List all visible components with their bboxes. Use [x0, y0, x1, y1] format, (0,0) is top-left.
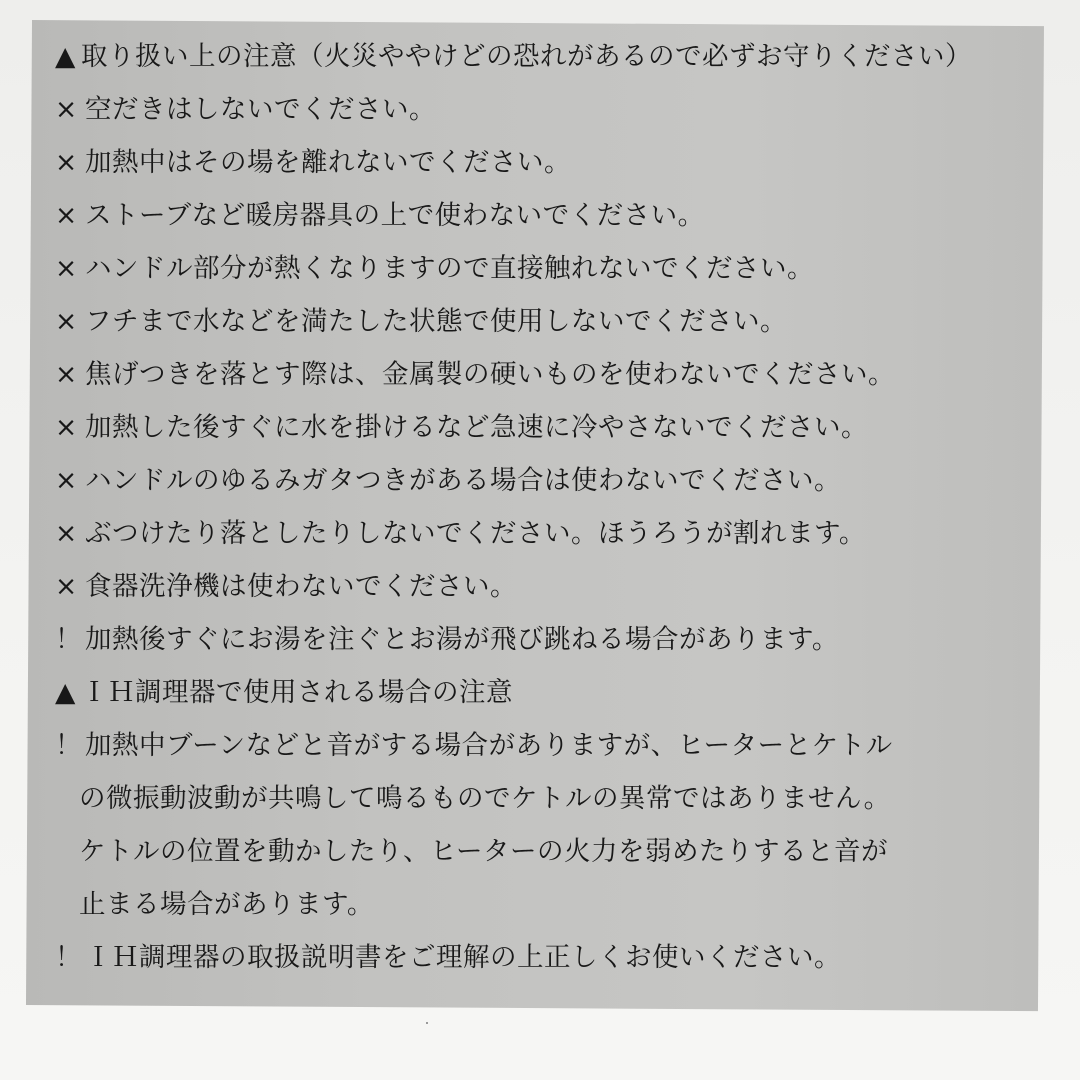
caution-item: ！ ＩＨ調理器の取扱説明書をご理解の上正しくお使いください。: [55, 931, 1045, 984]
exclamation-icon: ！: [55, 624, 82, 655]
exclamation-icon: ！: [55, 942, 82, 973]
caution-item: ！ 加熱中ブーンなどと音がする場合がありますが、ヒーターとケトル: [55, 719, 1045, 772]
cross-icon: ×: [55, 465, 78, 496]
caution-item-continuation: 止まる場合があります。: [79, 889, 374, 920]
caution-item: ！ 加熱後すぐにお湯を注ぐとお湯が飛び跳ねる場合があります。: [55, 613, 1045, 666]
prohibition-item: × ハンドルのゆるみガタつきがある場合は使わないでください。: [55, 454, 1045, 507]
section-heading-handling: ▲ 取り扱い上の注意（火災ややけどの恐れがあるので必ずお守りください）: [55, 30, 1045, 83]
caution-item-continuation: ケトルの位置を動かしたり、ヒーターの火力を弱めたりすると音が: [79, 836, 888, 867]
prohibition-item: × ハンドル部分が熱くなりますので直接触れないでください。: [55, 242, 1045, 295]
prohibition-item: × フチまで水などを満たした状態で使用しないでください。: [55, 295, 1045, 348]
prohibition-item: × 空だきはしないでください。: [55, 83, 1045, 136]
cross-icon: ×: [55, 94, 78, 125]
cross-icon: ×: [55, 147, 78, 178]
prohibition-item: × 加熱した後すぐに水を掛けるなど急速に冷やさないでください。: [55, 401, 1045, 454]
paper-speck: [426, 1022, 428, 1024]
prohibition-item: × 焦げつきを落とす際は、金属製の硬いものを使わないでください。: [55, 348, 1045, 401]
exclamation-icon: ！: [55, 730, 82, 761]
cross-icon: ×: [55, 359, 78, 390]
cross-icon: ×: [55, 571, 78, 602]
cross-icon: ×: [55, 200, 78, 231]
prohibition-item: × ストーブなど暖房器具の上で使わないでください。: [55, 189, 1045, 242]
prohibition-item: × 食器洗浄機は使わないでください。: [55, 560, 1045, 613]
cross-icon: ×: [55, 518, 78, 549]
notice-text: [55, 30, 1045, 984]
triangle-warning-icon: ▲: [55, 677, 76, 708]
caution-item-continuation: の微振動波動が共鳴して鳴るものでケトルの異常ではありません。: [79, 783, 891, 814]
prohibition-item: × 加熱中はその場を離れないでください。: [55, 136, 1045, 189]
cross-icon: ×: [55, 253, 78, 284]
prohibition-item: × ぶつけたり落としたりしないでください。ほうろうが割れます。: [55, 507, 1045, 560]
cross-icon: ×: [55, 412, 78, 443]
section-heading-ih: ▲ ＩＨ調理器で使用される場合の注意: [55, 666, 1045, 719]
triangle-warning-icon: ▲: [55, 41, 76, 72]
cross-icon: ×: [55, 306, 78, 337]
